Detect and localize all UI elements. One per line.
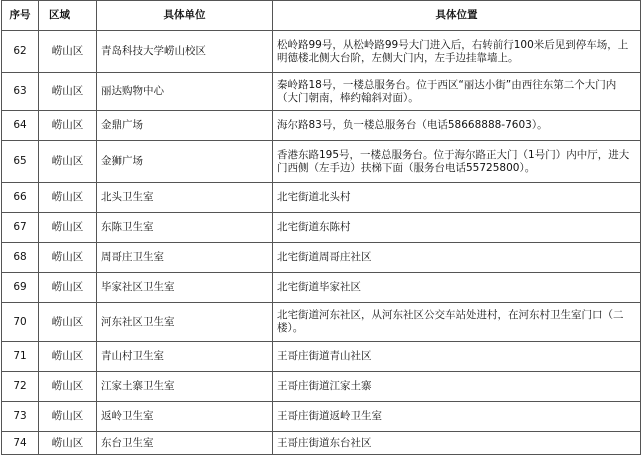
cell-no: 72 — [2, 372, 39, 402]
table-row — [2, 402, 641, 432]
cell-no: 62 — [2, 31, 39, 73]
cell-no: 74 — [2, 432, 39, 455]
cell-no: 68 — [2, 243, 39, 273]
cell-location: 王哥庄街道青山社区 — [273, 342, 641, 372]
table-row — [2, 213, 641, 243]
cell-location: 王哥庄街道东台社区 — [273, 432, 641, 455]
cell-area: 崂山区 — [39, 111, 97, 141]
cell-no: 71 — [2, 342, 39, 372]
cell-unit: 河东社区卫生室 — [97, 303, 273, 342]
cell-area: 崂山区 — [39, 432, 97, 455]
cell-location: 北宅街道河东社区，从河东社区公交车站处进村，在河东村卫生室门口（二楼）。 — [273, 303, 641, 342]
cell-location: 北宅街道北头村 — [273, 183, 641, 213]
cell-area: 崂山区 — [39, 303, 97, 342]
header-location: 具体位置 — [273, 1, 641, 31]
table-row — [2, 31, 641, 73]
cell-unit: 北头卫生室 — [97, 183, 273, 213]
header-unit: 具体单位 — [97, 1, 273, 31]
cell-unit: 金鼎广场 — [97, 111, 273, 141]
cell-unit: 毕家社区卫生室 — [97, 273, 273, 303]
cell-area: 崂山区 — [39, 273, 97, 303]
table-row — [2, 432, 641, 455]
cell-unit: 青山村卫生室 — [97, 342, 273, 372]
cell-no: 73 — [2, 402, 39, 432]
table-row — [2, 73, 641, 111]
table-row — [2, 303, 641, 342]
cell-location: 海尔路83号，负一楼总服务台（电话58668888-7603）。 — [273, 111, 641, 141]
cell-no: 70 — [2, 303, 39, 342]
cell-unit: 青岛科技大学崂山校区 — [97, 31, 273, 73]
table-row — [2, 243, 641, 273]
cell-location: 香港东路195号，一楼总服务台。位于海尔路正大门（1号门）内中厅，进大门西侧（左手边）扶梯下面（服务台电话55725800）。 — [273, 141, 641, 183]
cell-area: 崂山区 — [39, 31, 97, 73]
cell-location: 王哥庄街道返岭卫生室 — [273, 402, 641, 432]
cell-location: 松岭路99号，从松岭路99号大门进入后，右转前行100米后见到停车场，上明德楼北侧大台阶，左侧大门内，左手边挂靠墙上。 — [273, 31, 641, 73]
cell-no: 64 — [2, 111, 39, 141]
cell-unit: 丽达购物中心 — [97, 73, 273, 111]
cell-area: 崂山区 — [39, 402, 97, 432]
cell-area: 崂山区 — [39, 141, 97, 183]
cell-unit: 返岭卫生室 — [97, 402, 273, 432]
table-row — [2, 372, 641, 402]
cell-area: 崂山区 — [39, 73, 97, 111]
table-header-row — [2, 1, 641, 31]
cell-no: 69 — [2, 273, 39, 303]
cell-location: 北宅街道东陈村 — [273, 213, 641, 243]
cell-unit: 金狮广场 — [97, 141, 273, 183]
cell-unit: 东台卫生室 — [97, 432, 273, 455]
table-row — [2, 273, 641, 303]
cell-area: 崂山区 — [39, 342, 97, 372]
cell-area: 崂山区 — [39, 183, 97, 213]
cell-no: 63 — [2, 73, 39, 111]
cell-no: 65 — [2, 141, 39, 183]
cell-location: 北宅街道毕家社区 — [273, 273, 641, 303]
cell-unit: 江家土寨卫生室 — [97, 372, 273, 402]
cell-no: 66 — [2, 183, 39, 213]
table-row — [2, 183, 641, 213]
cell-location: 北宅街道周哥庄社区 — [273, 243, 641, 273]
cell-unit: 东陈卫生室 — [97, 213, 273, 243]
header-no: 序号 — [2, 1, 39, 31]
aed-location-table — [1, 0, 641, 455]
table-row — [2, 342, 641, 372]
cell-area: 崂山区 — [39, 213, 97, 243]
header-area: 区域 — [39, 1, 97, 31]
cell-area: 崂山区 — [39, 372, 97, 402]
table-row — [2, 111, 641, 141]
cell-area: 崂山区 — [39, 243, 97, 273]
cell-no: 67 — [2, 213, 39, 243]
cell-unit: 周哥庄卫生室 — [97, 243, 273, 273]
cell-location: 王哥庄街道江家土寨 — [273, 372, 641, 402]
table-row — [2, 141, 641, 183]
cell-location: 秦岭路18号，一楼总服务台。位于西区“丽达小街”由西往东第二个大门内（大门朝南，棒约翰斜对面）。 — [273, 73, 641, 111]
